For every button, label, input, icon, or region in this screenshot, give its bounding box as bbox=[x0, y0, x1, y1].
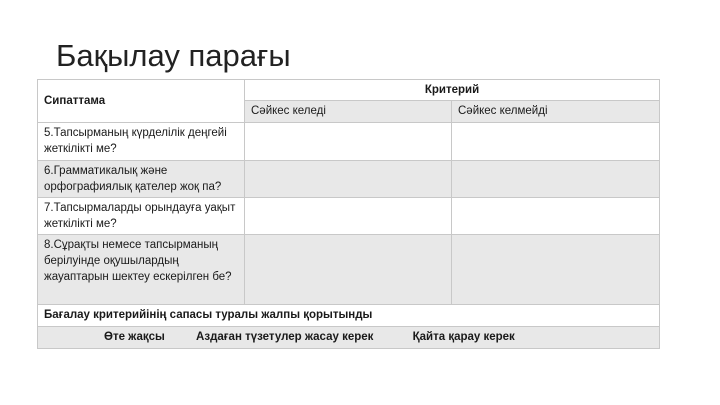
summary-label: Бағалау критерийінің сапасы туралы жалпы қорытынды bbox=[38, 305, 660, 327]
cell-not-matches[interactable] bbox=[452, 161, 660, 198]
checklist-table bbox=[37, 79, 660, 349]
cell-not-matches[interactable] bbox=[452, 235, 660, 305]
table-row bbox=[38, 161, 660, 198]
table-row bbox=[38, 235, 660, 305]
row-text: 8.Сұрақты немесе тапсырманың берілуінде оқушылардың жауаптарын шектеу ескерілген бе? bbox=[38, 235, 245, 305]
header-criteria: Критерий bbox=[245, 80, 660, 101]
row-text: 5.Тапсырманың күрделілік деңгейі жеткілікті ме? bbox=[38, 123, 245, 161]
slide-title: Бақылау парағы bbox=[56, 38, 291, 73]
table-row bbox=[38, 123, 660, 161]
row-text: 6.Грамматикалық және орфографиялық қателер жоқ па? bbox=[38, 161, 245, 198]
cell-matches[interactable] bbox=[245, 161, 452, 198]
header-not-matches: Сәйкес келмейді bbox=[452, 101, 660, 123]
cell-not-matches[interactable] bbox=[452, 123, 660, 161]
cell-matches[interactable] bbox=[245, 198, 452, 235]
cell-matches[interactable] bbox=[245, 123, 452, 161]
cell-matches[interactable] bbox=[245, 235, 452, 305]
cell-not-matches[interactable] bbox=[452, 198, 660, 235]
rating-revise[interactable]: Қайта қарау керек bbox=[412, 331, 515, 343]
row-text: 7.Тапсырмаларды орындауға уақыт жеткілікті ме? bbox=[38, 198, 245, 235]
table-row bbox=[38, 198, 660, 235]
ratings-row bbox=[38, 327, 660, 349]
rating-excellent[interactable]: Өте жақсы bbox=[104, 331, 165, 343]
rating-minor-fixes[interactable]: Аздаған түзетулер жасау керек bbox=[196, 331, 374, 343]
header-description: Сипаттама bbox=[38, 80, 245, 123]
header-matches: Сәйкес келеді bbox=[245, 101, 452, 123]
